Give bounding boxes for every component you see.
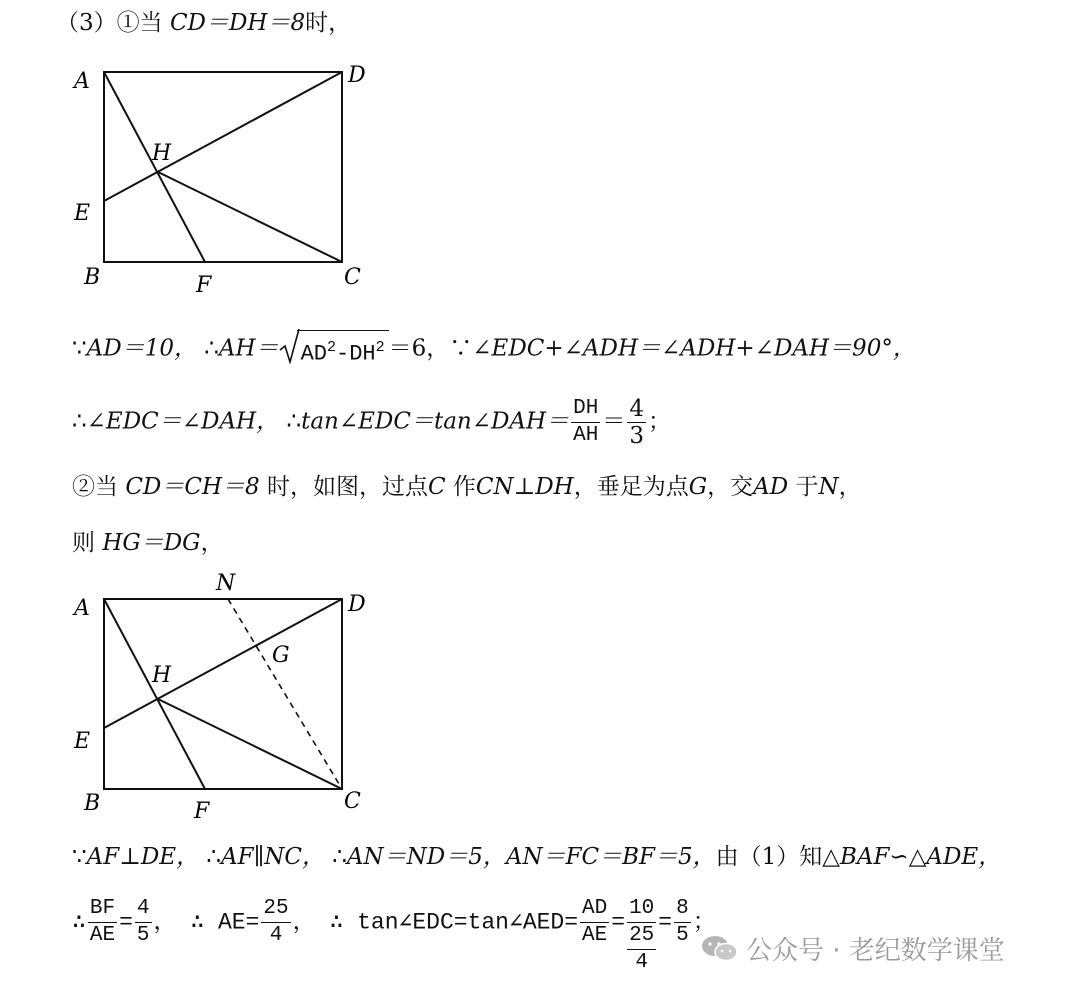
label-a: A <box>74 69 90 94</box>
label-n: N <box>216 571 236 596</box>
label-a: A <box>74 596 90 621</box>
line-similar: ∵AF⊥DE， ∴AF∥NC， ∴AN＝ND＝5，AN＝FC＝BF＝5，由（1）知△BAF∽△ADE， <box>72 844 1002 870</box>
label-e: E <box>74 729 91 754</box>
fraction-4-3: $\frac{4}{3}$ <box>629 396 644 449</box>
fraction-8-5: $\frac{8}{5}$ <box>676 897 689 947</box>
segment-ed <box>104 599 342 728</box>
case1-heading: （3）①当 CD＝DH＝8时， <box>56 10 352 36</box>
label-e: E <box>74 201 91 226</box>
rectangle-abcd <box>104 72 342 262</box>
fraction-25-4: $\frac{25}{4}$ <box>263 897 289 947</box>
line-tan2: ∴ $\frac{BF}{AE}$ = $\frac{4}{5}$ ， ∴ AE= $\frac{25}{4}$ ， ∴ tan∠EDC=tan∠AED= $\frac{AD}{AE}$ = $\frac{10}{\frac{25}{4}}$ = $\frac{8}{5}$ ； <box>72 897 716 974</box>
label-c: C <box>344 265 361 290</box>
label-d: D <box>348 63 366 88</box>
fraction-ad-ae: $\frac{AD}{AE}$ <box>582 897 608 947</box>
sqrt-expression: $AD^2-DH^2$ <box>279 330 389 369</box>
label-c: C <box>344 789 361 814</box>
figure-2 <box>60 570 460 830</box>
figure-1 <box>60 58 460 358</box>
label-h: H <box>152 141 172 166</box>
rectangle-abcd <box>104 599 342 789</box>
segment-ed <box>104 72 342 201</box>
fraction-dh-ah: $\frac{DH}{AH}$ <box>573 397 599 447</box>
label-b: B <box>84 265 101 290</box>
segment-hc <box>158 172 342 262</box>
label-f: F <box>196 273 212 298</box>
fraction-bf-ae: $\frac{BF}{AE}$ <box>89 897 116 947</box>
label-h: H <box>152 663 172 688</box>
watermark: 公众号 · 老纪数学课堂 <box>700 930 1005 970</box>
label-g: G <box>272 643 290 668</box>
wechat-icon <box>700 933 740 970</box>
line-hg: 则 HG＝DG， <box>72 530 224 556</box>
segment-af <box>104 599 205 789</box>
fraction-4-5: $\frac{4}{5}$ <box>136 897 150 947</box>
label-b: B <box>84 791 101 816</box>
fraction-10-over-25-4: $\frac{10}{\frac{25}{4}}$ <box>629 897 655 974</box>
label-d: D <box>348 592 366 617</box>
label-f: F <box>194 799 210 824</box>
line-ah: ∵AD＝10， ∴AH＝ $AD^2-DH^2 =6$，∵∠EDC+∠ADH＝∠ADH+∠DAH＝90°， <box>72 330 916 369</box>
line-tan1: ∴∠EDC＝∠DAH， ∴tan∠EDC＝tan∠DAH＝ $\frac{DH}{AH}$ ＝ $\frac{4}{3}$ ； <box>72 396 671 449</box>
segment-af <box>104 72 205 262</box>
case2-heading: ②当 CD＝CH＝8 时，如图，过点C 作CN⊥DH，垂足为点G，交AD 于N， <box>72 474 862 500</box>
